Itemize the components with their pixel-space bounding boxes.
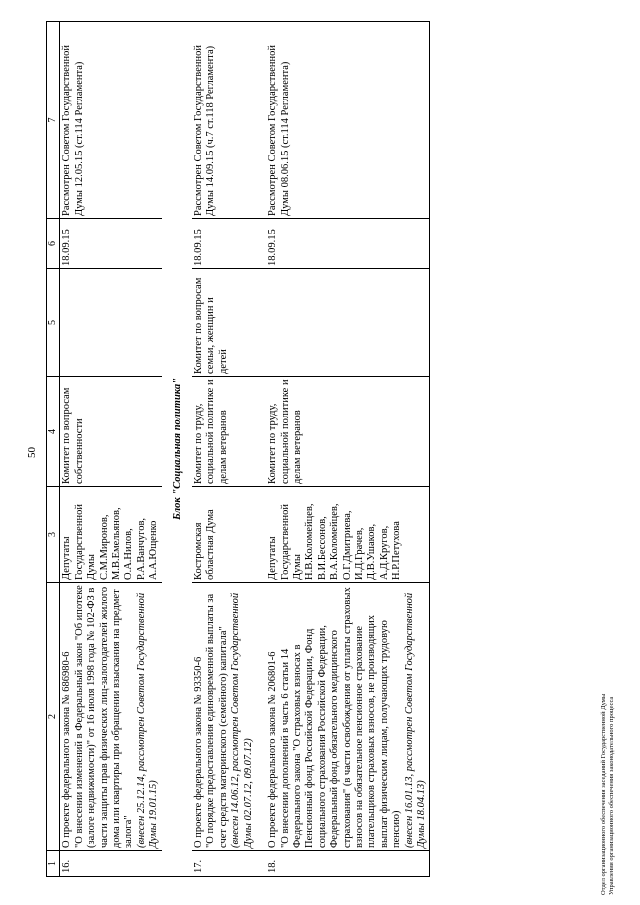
initiator: Депутаты Государственной Думы С.М.Миронов, М.В.Емельянов, О.А.Нилов, Р.А.Ванчугов, А.А.Ющенко — [60, 487, 162, 583]
col-header-2: 2 — [47, 583, 60, 851]
date: 18.09.15 — [266, 219, 430, 269]
bill-title: "О порядке предоставления единовременной выплаты за счет средств материнского (семейного) капитала" — [205, 593, 229, 848]
header-row — [47, 22, 60, 877]
row-number: 16. — [60, 851, 162, 877]
date: 18.09.15 — [192, 219, 256, 269]
row-spacer — [256, 22, 266, 877]
bill-description — [266, 583, 430, 851]
footer-line-1: Отдел организационного обеспечения заседаний Государственной Думы — [600, 693, 607, 895]
bill-number: О проекте федерального закона № 93350-6 — [193, 656, 205, 848]
bill-description — [192, 583, 256, 851]
section-row — [162, 22, 192, 877]
page-number: 50 — [26, 447, 38, 458]
date: 18.09.15 — [60, 219, 162, 269]
bill-note: (внесен 25.12.14, рассмотрен Советом Государственной Думы 19.01.15) — [135, 592, 160, 848]
status: Рассмотрен Советом Государственной Думы 08.06.15 (ст.114 Регламента) — [266, 22, 430, 219]
initiator: Костромская областная Дума — [192, 487, 256, 583]
col-header-4: 4 — [47, 377, 60, 487]
bills-table — [46, 21, 430, 877]
col-header-6: 6 — [47, 219, 60, 269]
co-committee — [266, 269, 430, 377]
col-header-5: 5 — [47, 269, 60, 377]
row-number: 17. — [192, 851, 256, 877]
row-number: 18. — [266, 851, 430, 877]
footer — [600, 694, 615, 895]
col-header-7: 7 — [47, 22, 60, 219]
bill-note: (внесен 16.01.13, рассмотрен Советом Государственной Думы 18.04.13) — [403, 592, 427, 848]
footer-line-2: Управления организационного обеспечения законодательного процесса — [607, 696, 615, 895]
status: Рассмотрен Советом Государственной Думы 12.05.15 (ст.114 Регламента) — [60, 22, 162, 219]
col-header-1: 1 — [47, 851, 60, 877]
bill-number: О проекте федерального закона № 206801-6 — [267, 651, 279, 848]
responsible-committee: Комитет по вопросам собственности — [60, 377, 162, 487]
table-row — [192, 22, 256, 877]
bill-number: О проекте федерального закона № 686980-6 — [61, 651, 73, 848]
bill-title: "О внесении дополнений в часть 6 статьи 14 Федерального закона "О страховых взносах в Пенсионный фонд Российской Федерации, Фонд социального страхования Российской Федерации, Федеральный фонд обязательного медицинского страхования" (в части освобождения от уплаты страховых взносов на обязательное пенсионное страхование плательщиков страховых взносов, не производящих выплат физическим лицам, получающих трудовую пенсию) — [279, 587, 403, 848]
bill-title: "О внесении изменений в Федеральный закон "Об ипотеке (залоге недвижимости)" от 16 июля 1998 года № 102-ФЗ в части защиты прав физических лиц-залогодателей жилого дома или квартиры при обращении взыскания на предмет залога" — [73, 585, 135, 848]
status: Рассмотрен Советом Государственной Думы 14.09.15 (ч.7 ст.118 Регламента) — [192, 22, 256, 219]
table-row — [60, 22, 162, 877]
col-header-3: 3 — [47, 487, 60, 583]
co-committee: Комитет по вопросам семьи, женщин и детей — [192, 269, 256, 377]
section-title: Блок "Социальная политика" — [162, 22, 192, 877]
table-row — [266, 22, 430, 877]
bill-description — [60, 583, 162, 851]
co-committee — [60, 269, 162, 377]
initiator: Депутаты Государственной Думы Н.В.Коломейцев, В.И.Бессонов, В.А.Коломейцев, О.Г.Дмитриева, И.Д.Грачев, Д.В.Ушаков, А.Д.Кругов, Н.Р.Петухова — [266, 487, 430, 583]
responsible-committee: Комитет по труду, социальной политике и делам ветеранов — [192, 377, 256, 487]
bill-note: (внесен 14.06.12, рассмотрен Советом Государственной Думы 02.07.12, 09.07.12) — [230, 592, 254, 848]
responsible-committee: Комитет по труду, социальной политике и делам ветеранов — [266, 377, 430, 487]
